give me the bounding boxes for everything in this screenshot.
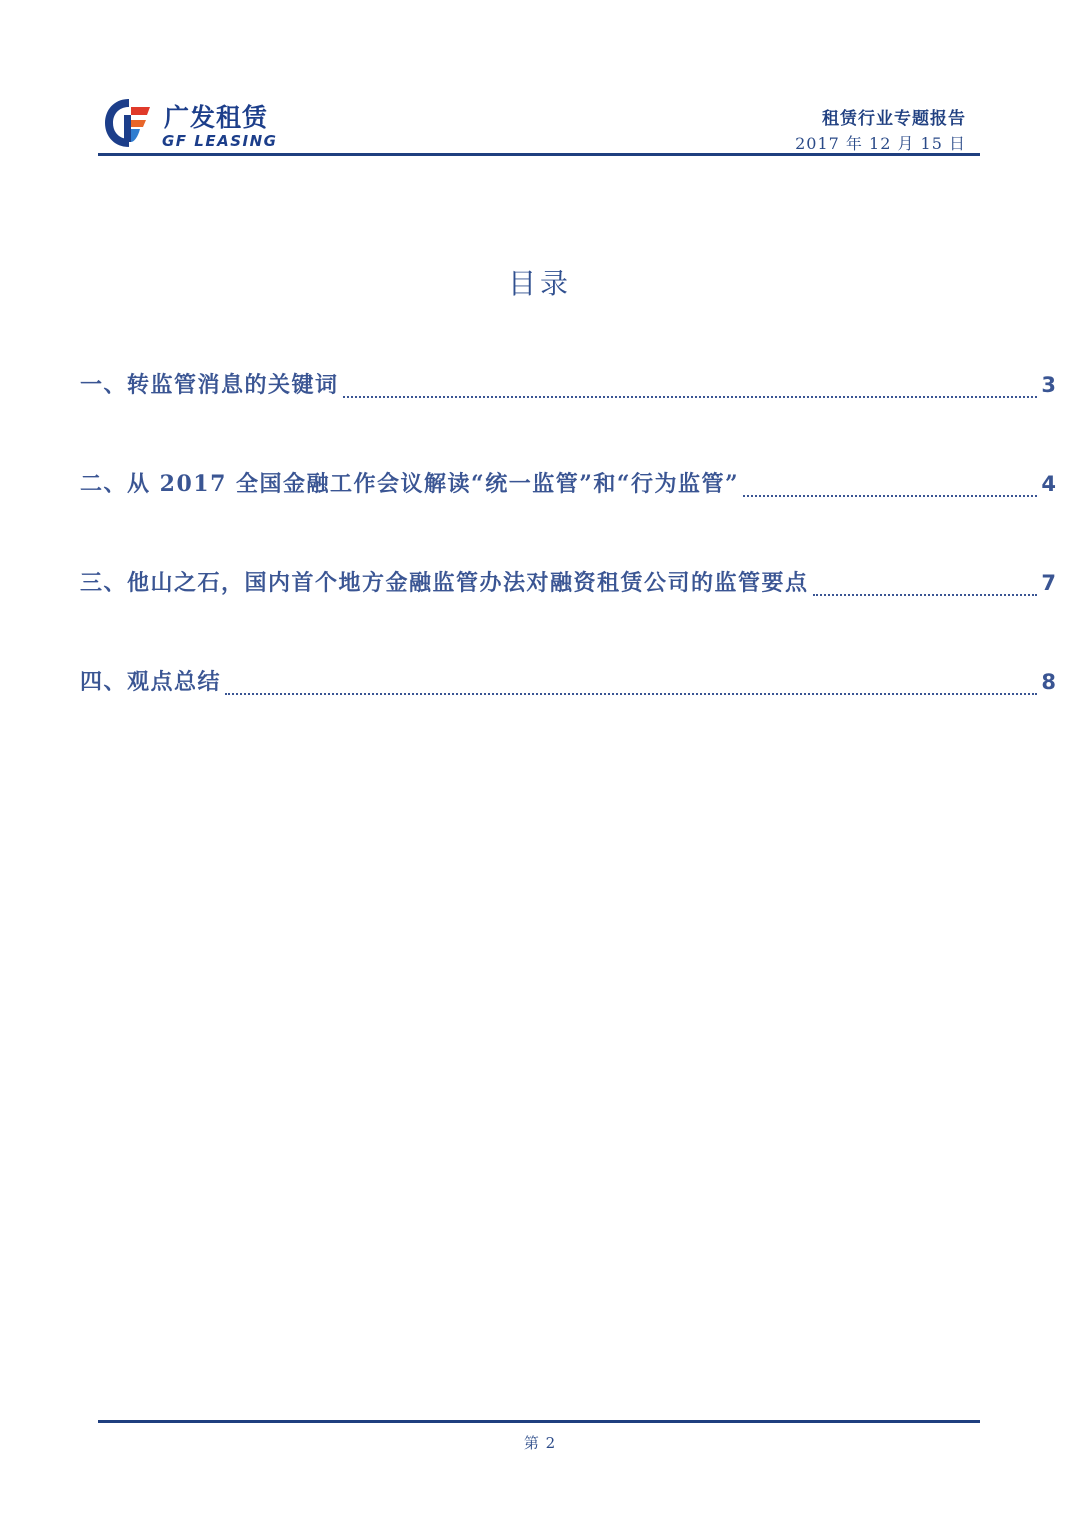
toc-item-label: 四、观点总结 [80, 669, 222, 695]
report-date: 2017 年 12 月 15 日 [795, 134, 966, 153]
toc-item[interactable] [80, 368, 1056, 408]
toc-item[interactable] [80, 566, 1056, 606]
toc-leader-dots [813, 576, 1038, 596]
report-type: 租赁行业专题报告 [822, 109, 966, 129]
gf-leasing-logo [102, 96, 292, 152]
page-header [98, 92, 980, 154]
footer-divider [98, 1420, 980, 1423]
toc-item-page: 4 [1041, 472, 1056, 496]
toc-item[interactable] [80, 665, 1056, 705]
toc-title: 目录 [507, 267, 572, 300]
toc-leader-dots [343, 378, 1038, 398]
toc-item-page: 7 [1041, 571, 1056, 595]
logo-english-name: GF LEASING [162, 132, 278, 150]
toc-leader-dots [225, 675, 1037, 695]
header-divider [98, 153, 980, 156]
toc-item-label: 一、转监管消息的关键词 [80, 372, 339, 398]
toc-item-label: 三、他山之石，国内首个地方金融监管办法对融资租赁公司的监管要点 [80, 570, 809, 596]
toc-item-page: 3 [1041, 373, 1056, 397]
toc-item-label: 二、从 2017 全国金融工作会议解读“统一监管”和“行为监管” [80, 471, 740, 497]
toc-item-page: 8 [1041, 670, 1056, 694]
page-number: 第 2 [523, 1434, 557, 1452]
toc-leader-dots [743, 477, 1037, 497]
logo-chinese-name: 广发租赁 [164, 103, 269, 132]
toc-item[interactable] [80, 467, 1056, 507]
gf-logo-icon [102, 96, 156, 150]
